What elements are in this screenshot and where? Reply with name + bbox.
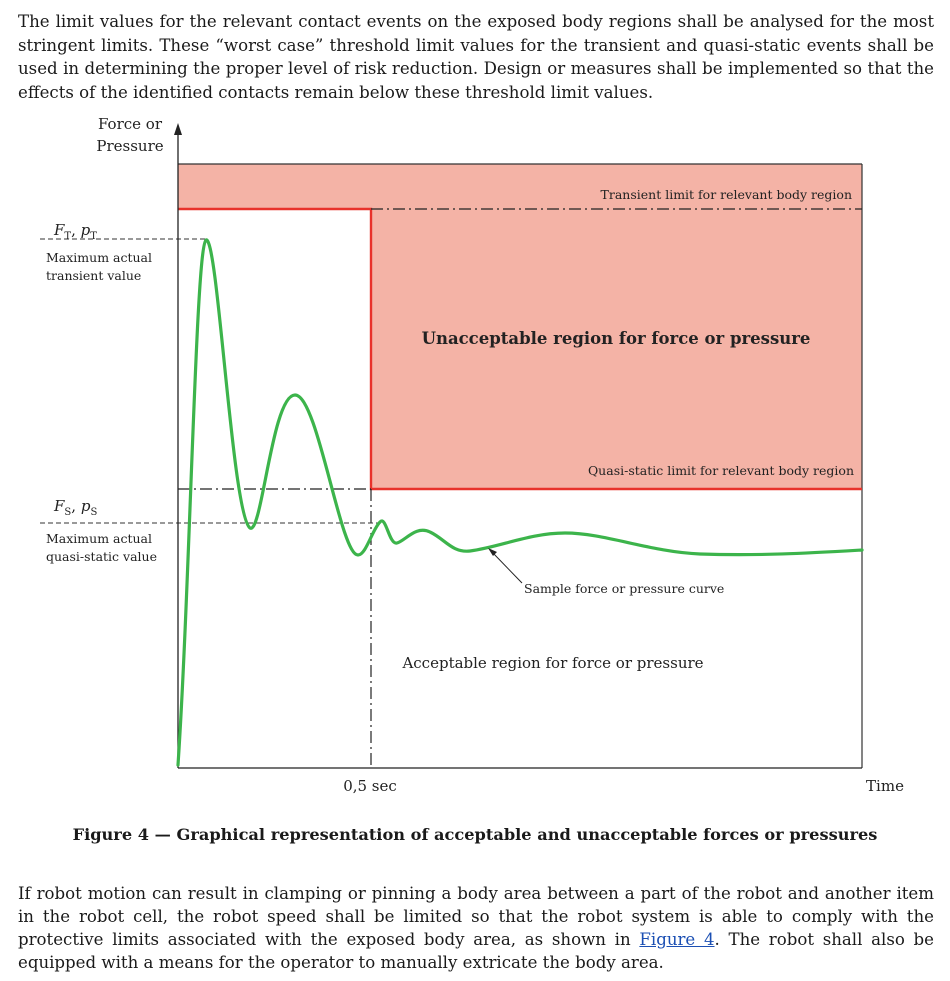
- figure-4-link[interactable]: Figure 4: [639, 930, 715, 949]
- max-transient-label-line2: transient value: [46, 268, 142, 283]
- curve-pointer-arrowhead: [488, 548, 497, 556]
- y-axis-arrow: [174, 123, 182, 135]
- max-static-label-line1: Maximum actual: [46, 531, 153, 546]
- x-axis-label: Time: [866, 777, 904, 795]
- y-axis-label-line1: Force or: [97, 115, 163, 133]
- outro-text-after-link: . The robot shall also be equipped with a means for the operator to manually extricate the body area.: [18, 930, 934, 972]
- curve-pointer-line: [492, 552, 522, 583]
- unacceptable-region: [178, 164, 862, 489]
- transient-limit-label: Transient limit for relevant body region: [600, 187, 852, 202]
- x-tick-label: 0,5 sec: [343, 777, 397, 795]
- force-pressure-figure: [0, 105, 950, 805]
- figure-caption: Figure 4 — Graphical representation of acceptable and unacceptable forces or pressures: [72, 825, 878, 844]
- intro-paragraph: The limit values for the relevant contact events on the exposed body regions shall be analysed for the most stringent limits. These “worst case” threshold limit values for the transient and quasi-static events shall be used in determining the proper level of risk reduction. Design or measures shall be implemented so that the effects of the identified contacts remain below these threshold limit values.: [18, 12, 934, 102]
- static-symbol: $F_S$, $p_S$: [54, 497, 98, 518]
- y-axis-label-line2: Pressure: [96, 137, 164, 155]
- acceptable-region-label: Acceptable region for force or pressure: [402, 654, 704, 672]
- outro-paragraph: [18, 882, 934, 974]
- quasi-static-limit-label: Quasi-static limit for relevant body region: [587, 463, 854, 478]
- sample-curve-label: Sample force or pressure curve: [524, 581, 725, 596]
- outro-text-before-link: If robot motion can result in clamping or pinning a body area between a part of the robot and another item in the robot cell, the robot speed shall be limited so that the robot system is able to comply with the protective limits associated with the exposed body area, as shown in: [18, 884, 934, 949]
- unacceptable-region-label: Unacceptable region for force or pressure: [421, 329, 811, 348]
- transient-symbol: $F_T$, $p_T$: [54, 221, 97, 242]
- max-transient-label-line1: Maximum actual: [46, 250, 153, 265]
- max-static-label-line2: quasi-static value: [46, 549, 157, 564]
